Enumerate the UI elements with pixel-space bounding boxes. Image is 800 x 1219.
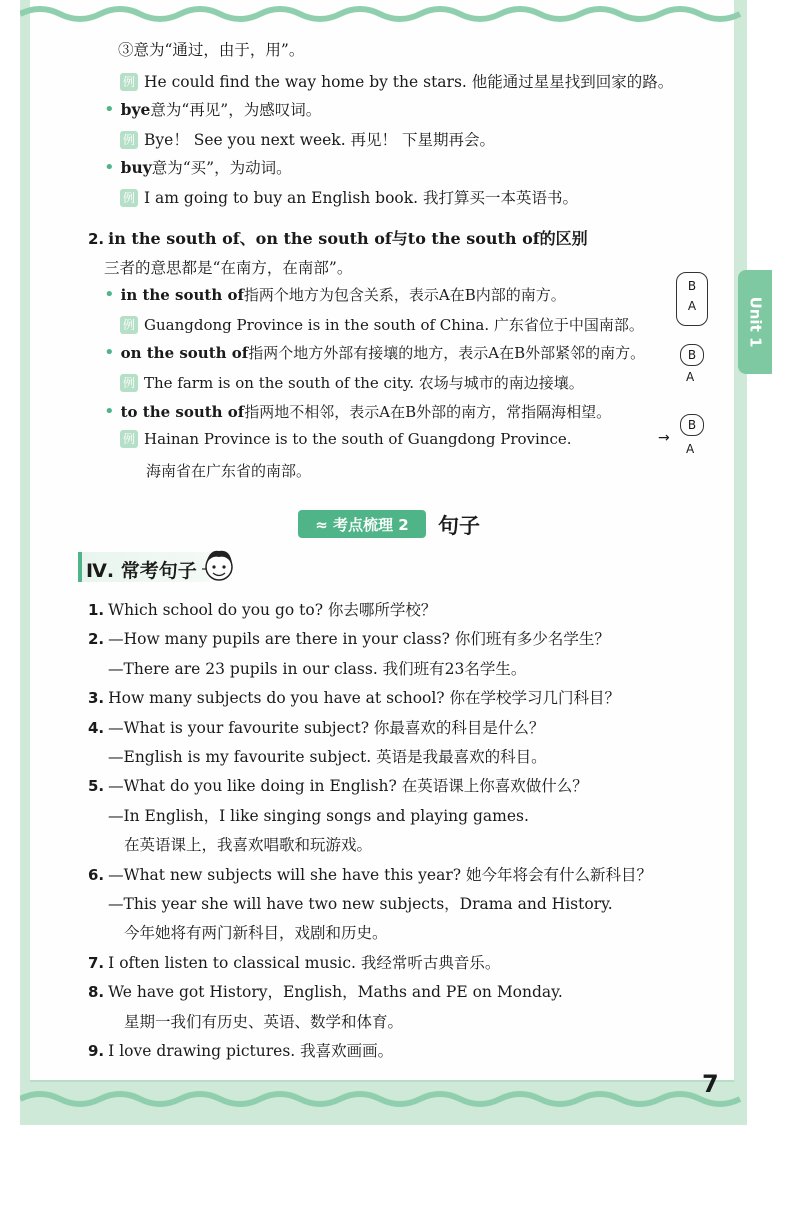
sentence-continuation xyxy=(108,804,529,826)
sentence-text: —What do you like doing in English? 在英语课上你喜欢做什么？ xyxy=(108,777,588,796)
sentence-number: 9. xyxy=(88,1042,105,1060)
sentence-item xyxy=(88,627,610,649)
sentence-text: —What new subjects will she have this year? 她今年将会有什么新科目？ xyxy=(108,865,652,884)
sentence-number: 4. xyxy=(88,718,105,737)
point-2-intro: 三者的意思都是“在南方，在南部”。 xyxy=(104,259,353,277)
on-the-south-example: 例 The farm is on the south of the city. 农场与城市的南边接壤。 xyxy=(120,372,584,393)
sentence-continuation xyxy=(108,745,547,767)
sentence-text: 在英语课上，我喜欢唱歌和玩游戏。 xyxy=(124,836,373,855)
meaning-3: ③意为“通过，由于，用”。 xyxy=(118,41,305,59)
point-2-title: 2. in the south of、on the south of与to the south of的区别 xyxy=(88,229,588,248)
sentence-number: 1. xyxy=(88,601,105,619)
diagram-arrow: → xyxy=(658,430,670,446)
sentence-item xyxy=(88,774,588,796)
on-the-south-bullet: • on the south of指两个地方外部有接壤的地方，表示A在B外部紧邻的南方。 xyxy=(104,342,645,363)
buy-bullet: • buy意为“买”，为动词。 xyxy=(104,156,292,178)
sentence-number: 2. xyxy=(88,630,105,649)
sentences-heading: Ⅳ. 常考句子 xyxy=(86,560,197,582)
sentence-text: I often listen to classical music. 我经常听古典音乐。 xyxy=(108,953,501,972)
sentence-item xyxy=(88,951,500,973)
sentence-text: How many subjects do you have at school? 你在学校学习几门科目？ xyxy=(108,689,621,708)
bye-bullet: • bye意为“再见”，为感叹词。 xyxy=(104,98,321,120)
diagram-b-label: B xyxy=(687,279,697,293)
section-badge: ≈ 考点梳理 2 xyxy=(298,510,426,538)
sentence-continuation xyxy=(108,657,526,679)
diagram-adjacent-b: B xyxy=(680,344,704,366)
example-2: 例 Bye！ See you next week. 再见！ 下星期再会。 xyxy=(120,128,495,150)
sentence-text: I love drawing pictures. 我喜欢画画。 xyxy=(108,1042,394,1060)
in-the-south-example: 例 Guangdong Province is in the south of China. 广东省位于中国南部。 xyxy=(120,314,644,335)
page-number: 7 xyxy=(702,1070,719,1098)
sentence-item xyxy=(88,716,544,738)
sentence-text: —In English，I like singing songs and playing games. xyxy=(108,806,529,825)
diagram-separate-b: B xyxy=(680,414,704,436)
sentence-continuation xyxy=(124,833,372,855)
boy-face-icon xyxy=(200,545,238,585)
sentence-text: —How many pupils are there in your class? 你们班有多少名学生？ xyxy=(108,630,610,649)
sentence-text: We have got History，English，Maths and PE on Monday. xyxy=(108,983,563,1002)
sentence-text: 星期一我们有历史、英语、数学和体育。 xyxy=(124,1012,404,1031)
sentence-continuation xyxy=(124,921,388,943)
sentence-item xyxy=(88,686,620,708)
diagram-a-label: A xyxy=(687,299,697,313)
sentence-continuation xyxy=(124,1010,403,1032)
in-the-south-bullet: • in the south of指两个地方为包含关系，表示A在B内部的南方。 xyxy=(104,284,566,305)
sentence-item xyxy=(88,598,436,620)
diagram-contain xyxy=(676,272,708,326)
to-the-south-example-zh: 海南省在广东省的南部。 xyxy=(146,462,312,480)
sentence-number: 8. xyxy=(88,983,105,1002)
sentence-number: 7. xyxy=(88,953,105,972)
example-3: 例 I am going to buy an English book. 我打算买一本英语书。 xyxy=(120,186,578,208)
sentence-text: —There are 23 pupils in our class. 我们班有23名学生。 xyxy=(108,659,527,678)
example-1: 例 He could find the way home by the stars. 他能通过星星找到回家的路。 xyxy=(120,70,673,92)
sentence-text: 今年她将有两门新科目，戏剧和历史。 xyxy=(124,924,388,943)
example-icon: 例 xyxy=(120,131,138,149)
sentence-item xyxy=(88,980,563,1002)
example-icon: 例 xyxy=(120,316,138,334)
sentence-continuation xyxy=(108,892,613,914)
sentence-item xyxy=(88,863,652,885)
sentence-number: 5. xyxy=(88,777,105,796)
example-icon: 例 xyxy=(120,189,138,207)
unit-tab-label: Unit 1 xyxy=(746,296,764,348)
to-the-south-example: 例 Hainan Province is to the south of Guangdong Province. xyxy=(120,430,572,448)
example-icon: 例 xyxy=(120,374,138,392)
to-the-south-bullet: • to the south of指两地不相邻，表示A在B外部的南方，常指隔海相望。 xyxy=(104,401,611,422)
example-icon: 例 xyxy=(120,73,138,91)
sentence-item xyxy=(88,1039,393,1061)
sentence-number: 6. xyxy=(88,865,105,884)
diagram-adjacent-a: A xyxy=(686,370,695,384)
sentence-text: —What is your favourite subject? 你最喜欢的科目是什么？ xyxy=(108,718,545,737)
sentence-text: —English is my favourite subject. 英语是我最喜欢的科目。 xyxy=(108,748,547,766)
sentence-text: Which school do you go to? 你去哪所学校？ xyxy=(108,601,437,619)
diagram-separate-a: A xyxy=(686,442,695,456)
sentence-number: 3. xyxy=(88,689,105,708)
section-title: 句子 xyxy=(438,514,480,538)
example-icon: 例 xyxy=(120,430,138,448)
sentence-text: —This year she will have two new subjects，Drama and History. xyxy=(108,895,613,913)
